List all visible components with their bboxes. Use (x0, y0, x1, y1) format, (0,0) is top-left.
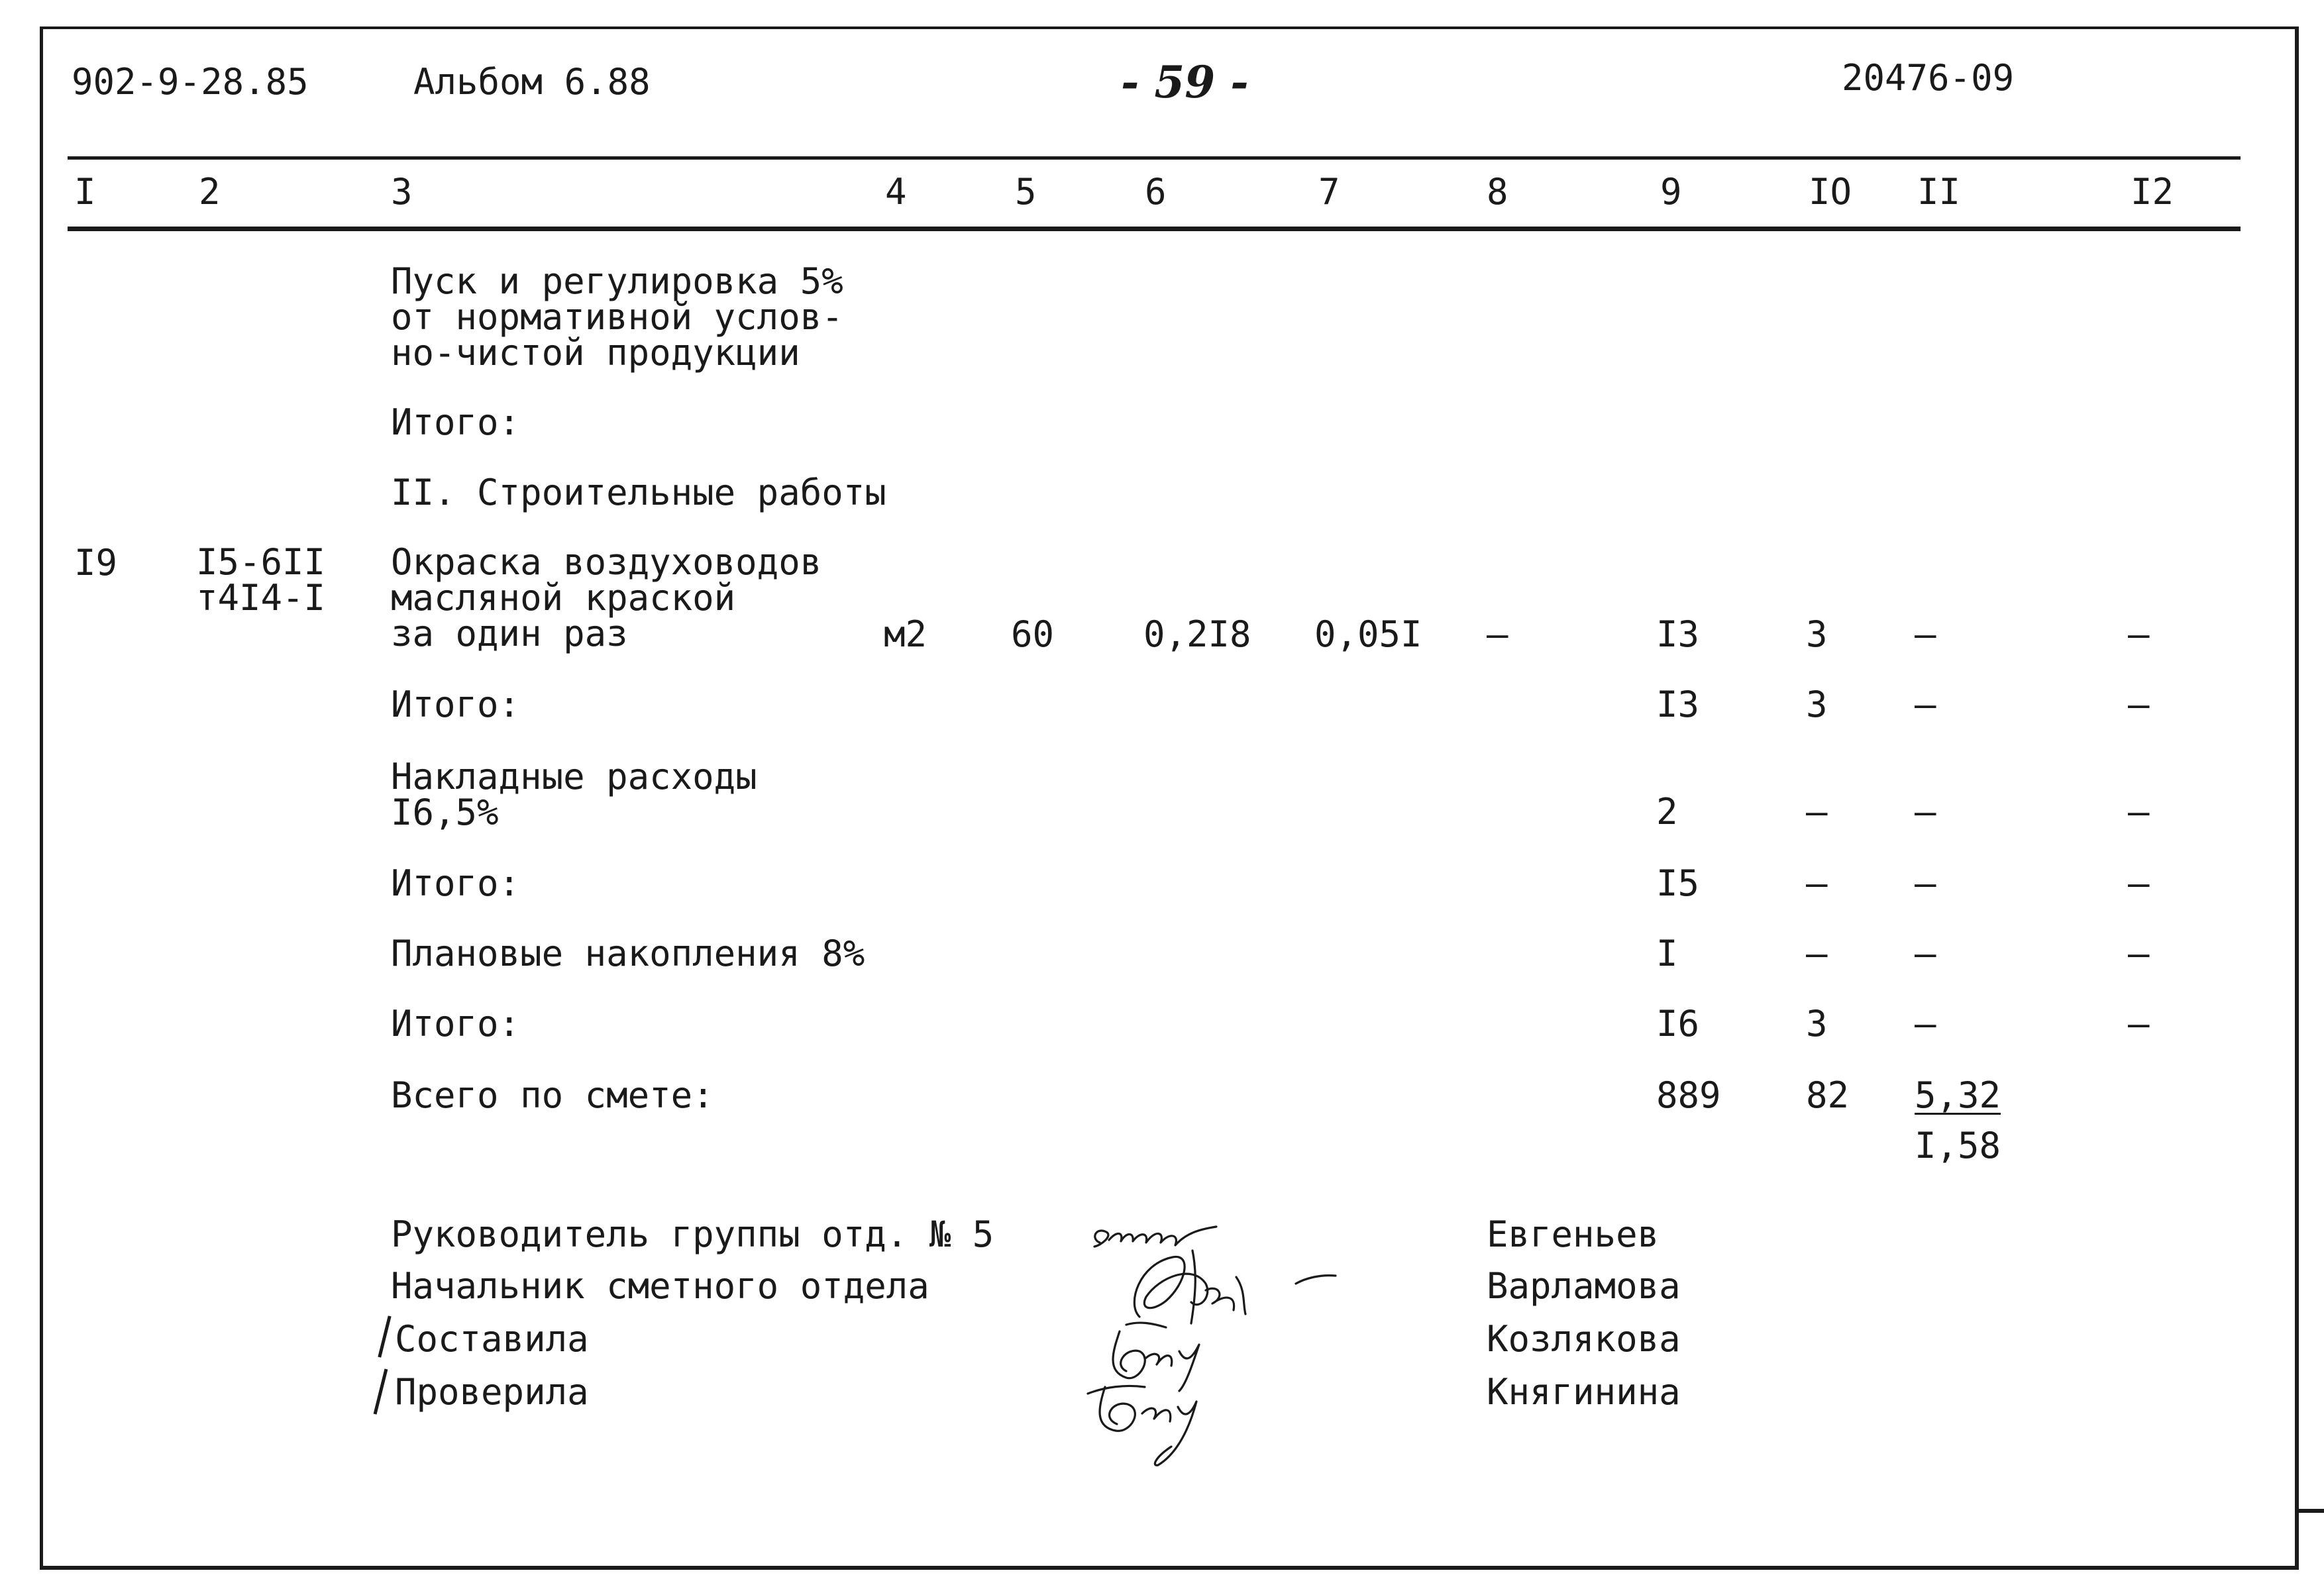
item-19-col8: – (1487, 613, 1508, 655)
grand-total-col9: 889 (1656, 1074, 1721, 1116)
doc-code: 902-9-28.85 (72, 61, 309, 103)
total-2-label: Итого: (391, 684, 521, 725)
col-header-8: 8 (1487, 171, 1508, 213)
total-4-label: Итого: (391, 1003, 521, 1045)
signature-name-1: Евгеньев (1487, 1213, 1660, 1255)
inventory-number: 20476-09 (1842, 57, 2015, 99)
signature-name-3: Козлякова (1487, 1318, 1681, 1360)
header-rule-bottom (68, 227, 2241, 231)
overhead-col12: – (2128, 791, 2150, 833)
total-2-col10: 3 (1806, 684, 1828, 725)
edge-tick (2299, 1509, 2324, 1513)
section-title: II. Строительные работы (391, 472, 886, 513)
grand-total-col11-numerator: 5,32 (1915, 1074, 2001, 1116)
total-1-label: Итого: (391, 401, 521, 443)
item-19-col11: – (1915, 613, 1936, 655)
page-number: - 59 - (1121, 56, 1249, 108)
col-header-7: 7 (1318, 171, 1340, 213)
total-3-col9: I5 (1656, 862, 1700, 904)
total-4-col12: – (2128, 1003, 2150, 1045)
planned-savings-label: Плановые накопления 8% (391, 933, 865, 974)
col-header-4: 4 (885, 171, 907, 213)
grand-total-col10: 82 (1806, 1074, 1850, 1116)
handwritten-signature-4 (1079, 1367, 1251, 1473)
col-header-5: 5 (1015, 171, 1037, 213)
col-header-11: II (1917, 171, 1961, 213)
item-19-col10: 3 (1806, 613, 1828, 655)
album-label: Альбом 6.88 (413, 61, 651, 103)
item-19-description: Окраска воздуховодов масляной краской за один раз (391, 541, 822, 654)
total-3-col12: – (2128, 862, 2150, 904)
col-header-10: IO (1809, 171, 1852, 213)
total-2-col12: – (2128, 684, 2150, 725)
col-header-3: 3 (391, 171, 413, 213)
total-3-col10: – (1806, 862, 1828, 904)
planned-savings-col9: I (1656, 933, 1678, 974)
item-19-col12: – (2128, 613, 2150, 655)
item-19-quantity: 60 (1011, 613, 1055, 655)
signature-role-4: Проверила (395, 1371, 589, 1413)
overhead-col9: 2 (1656, 791, 1678, 833)
col-header-1: I (74, 171, 96, 213)
item-19-code: I5-6II т4I4-I (196, 541, 326, 619)
col-header-6: 6 (1145, 171, 1167, 213)
total-3-col11: – (1915, 862, 1936, 904)
col-header-12: I2 (2131, 171, 2174, 213)
header-rule-top (68, 156, 2241, 160)
grand-total-label: Всего по смете: (391, 1074, 714, 1116)
signature-role-1: Руководитель группы отд. № 5 (391, 1213, 994, 1255)
signature-name-2: Варламова (1487, 1265, 1681, 1307)
item-19-col7: 0,05I (1314, 613, 1422, 655)
total-3-label: Итого: (391, 862, 521, 904)
planned-savings-col12: – (2128, 933, 2150, 974)
total-4-col10: 3 (1806, 1003, 1828, 1045)
item-19-unit: м2 (884, 613, 927, 655)
planned-savings-col10: – (1806, 933, 1828, 974)
total-4-col11: – (1915, 1003, 1936, 1045)
item-19-col9: I3 (1656, 613, 1700, 655)
item-19-col6: 0,2I8 (1143, 613, 1251, 655)
signature-name-4: Княгинина (1487, 1371, 1681, 1413)
signature-role-3: Составила (395, 1318, 589, 1360)
col-header-2: 2 (199, 171, 221, 213)
overhead-col10: – (1806, 791, 1828, 833)
overhead-description: Накладные расходы I6,5% (391, 756, 757, 833)
signature-role-2: Начальник сметного отдела (391, 1265, 929, 1307)
col-header-9: 9 (1660, 171, 1682, 213)
total-2-col9: I3 (1656, 684, 1700, 725)
overhead-col11: – (1915, 791, 1936, 833)
total-4-col9: I6 (1656, 1003, 1700, 1045)
item-19-number: I9 (74, 542, 118, 584)
total-2-col11: – (1915, 684, 1936, 725)
grand-total-col11-denominator: I,58 (1915, 1125, 2001, 1166)
planned-savings-col11: – (1915, 933, 1936, 974)
startup-description: Пуск и регулировка 5% от нормативной услов- но-чистой продукции (391, 260, 843, 374)
